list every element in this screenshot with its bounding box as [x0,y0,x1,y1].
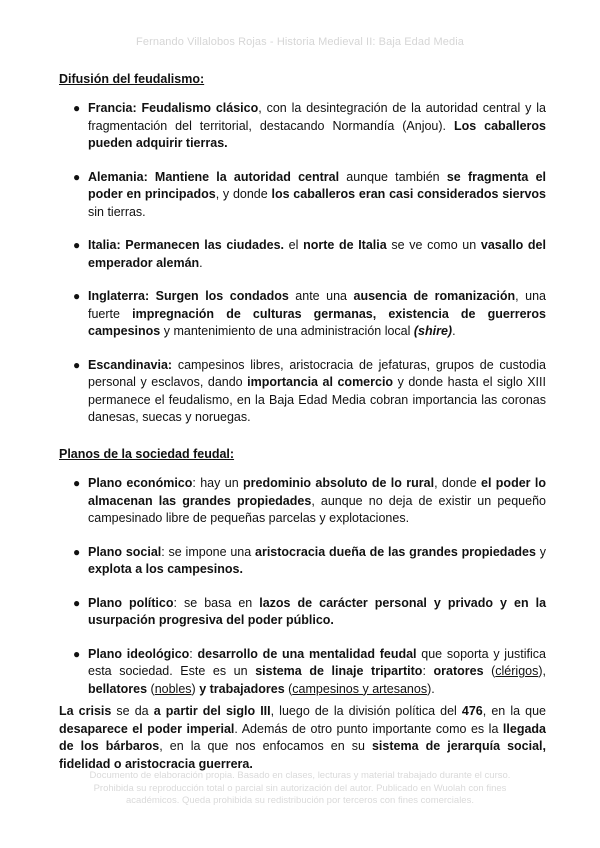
closing-paragraph: La crisis se da a partir del siglo III, luego de la división política del 476, en la que desaparece el poder imperial. Además de otro punto importante como es la llegada de los bárbaros, en la que nos enfocamos en su sistema de jerarquía social, fidelidad o aristocracia guerrera. [59,704,546,771]
bullet-icon: ● [73,357,81,372]
bullet-icon: ● [73,646,81,661]
bullet-icon: ● [73,476,81,490]
bullet-icon: ● [73,169,81,184]
page-header: Fernando Villalobos Rojas - Historia Medieval II: Baja Edad Media [136,36,464,48]
bullet-icon: ● [73,595,81,610]
list-item-francia: ● Francia: Feudalismo clásico, con la desintegración de la autoridad central y la fragmentación del territorial, destacando Normandía (Anjou). Los caballeros pueden adquirir tierras. [73,101,547,150]
list-item-social: ● Plano social: se impone una aristocracia dueña de las grandes propiedades y explota a los campesinos. [73,544,546,576]
planos-list [73,475,547,698]
section-title-planos: Planos de la sociedad feudal: [59,447,235,461]
bullet-icon: ● [73,289,81,303]
page-footer-watermark: Documento de elaboración propia. Basado en clases, lecturas y material trabajado durante el curso. Prohibida su reproducción total o parcial sin autorización del autor. Publicado en Wuolah con fines académicos. Queda prohibida su redistribución por terceros con fines comerciales. [89,770,511,806]
list-item-italia: ● Italia: Permanecen las ciudades. el norte de Italia se ve como un vasallo del emperador alemán. [73,238,546,270]
bullet-icon: ● [73,238,81,252]
bullet-icon: ● [73,544,81,559]
list-item-inglaterra: ● Inglaterra: Surgen los condados ante una ausencia de romanización, una fuerte impregnación de culturas germanas, existencia de guerreros campesinos y mantenimiento de una administración local (shire). [73,289,547,338]
list-item-alemania: ● Alemania: Mantiene la autoridad central aunque también se fragmenta el poder en principados, y donde los caballeros eran casi considerados siervos sin tierras. [73,169,546,219]
list-item-ideologico: ● Plano ideológico: desarrollo de una mentalidad feudal que soporta y justifica esta sociedad. Este es un sistema de linaje tripartito: oratores (clérigos), bellatores (nobles) y trabajadores (campesinos y artesanos). [73,646,546,696]
list-item-escandinavia: ● Escandinavia: campesinos libres, aristocracia de jefaturas, grupos de custodia personal y esclavos, dando importancia al comercio y donde hasta el siglo XIII permanece el feudalismo, en la Baja Edad Media cobran importancia las coronas danesas, suecas y noruegas. [73,357,546,424]
list-item-economico: ● Plano económico: hay un predominio absoluto de lo rural, donde el poder lo almacenan las grandes propiedades, aunque no deja de existir un pequeño campesinado libre de pequeñas parcelas y explotaciones. [73,476,546,525]
section-title-difusion: Difusión del feudalismo: [59,72,205,86]
difusion-list [73,100,547,427]
bullet-icon: ● [73,101,81,115]
list-item-politico: ● Plano político: se basa en lazos de carácter personal y privado y en la usurpación progresiva del poder público. [73,595,547,627]
